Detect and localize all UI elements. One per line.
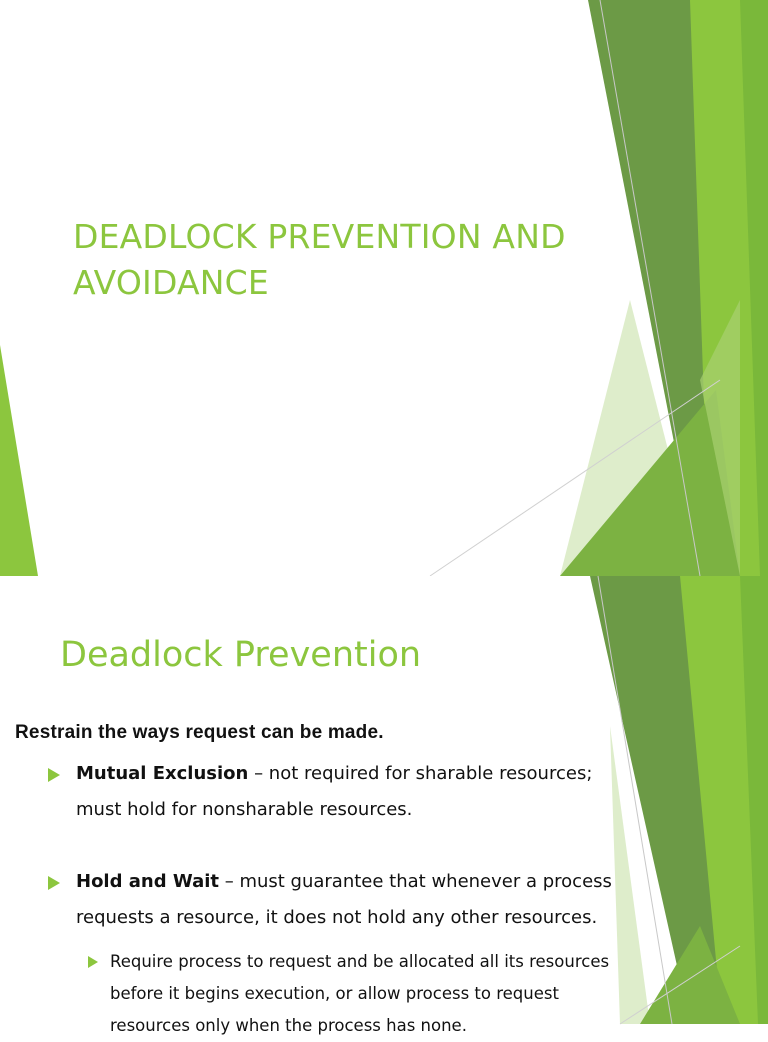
bullet-arrow-icon <box>48 768 60 782</box>
bullet-term: Mutual Exclusion <box>76 763 249 784</box>
sub-bullet-text: Require process to request and be allocated all its resources before it begins execution, or allow process to request resources only when the process has none. <box>110 952 610 1035</box>
bullet-text: – not required for sharable resources; must hold for nonsharable resources. <box>76 763 593 820</box>
sub-bullet-arrow-icon <box>88 956 98 968</box>
bullet-arrow-icon <box>48 876 60 890</box>
bullet-hold-and-wait <box>48 864 628 936</box>
content-slide <box>0 576 768 1035</box>
sub-bullet-allocation <box>88 946 638 1042</box>
bullet-term: Hold and Wait <box>76 871 219 892</box>
slide-title: Deadlock Prevention <box>60 635 422 675</box>
slide-title: DEADLOCK PREVENTION AND AVOIDANCE <box>73 217 566 302</box>
bullet-mutual-exclusion <box>48 756 628 828</box>
bullet-text: – must guarantee that whenever a process requests a resource, it does not hold any other resources. <box>76 871 612 928</box>
lead-statement: Restrain the ways request can be made. <box>15 722 384 743</box>
